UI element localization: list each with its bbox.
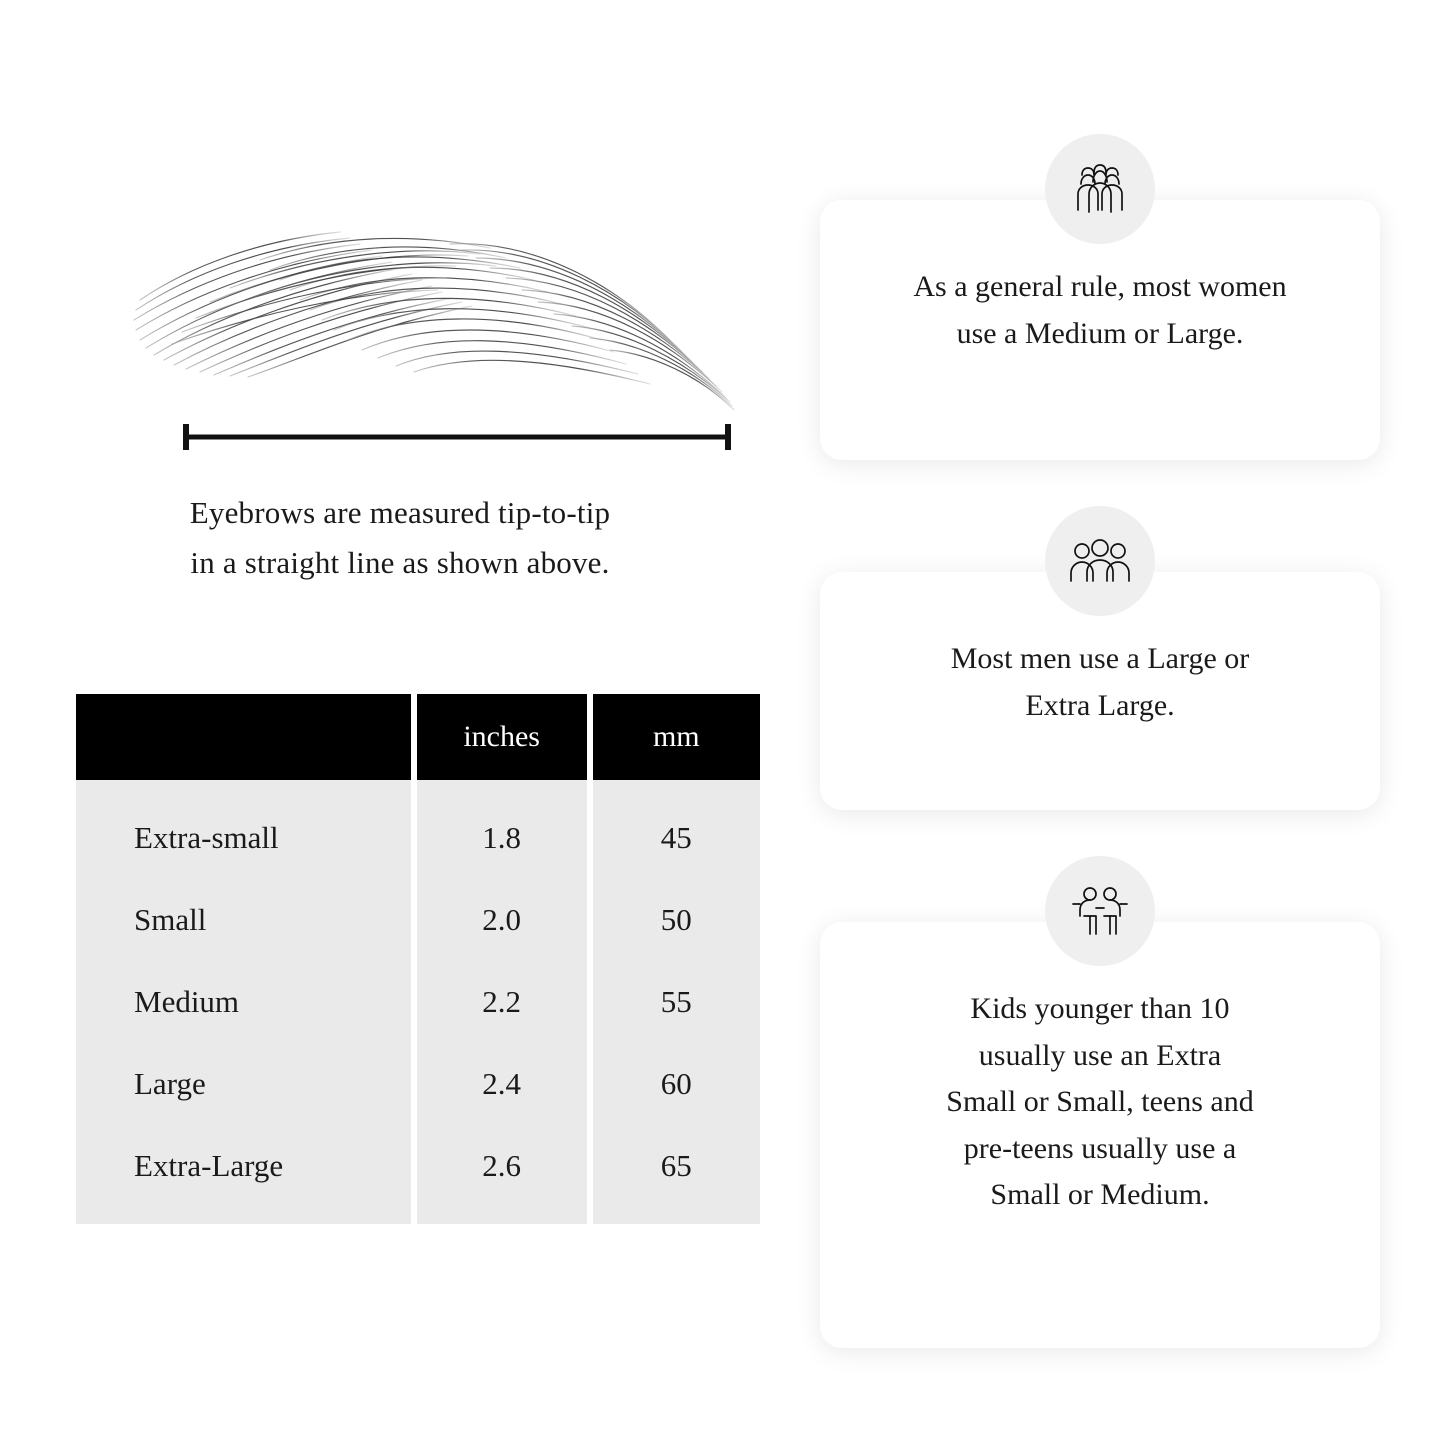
eyebrow-figure: [110, 170, 750, 460]
caption-line-2: in a straight line as shown above.: [190, 544, 610, 580]
cell-mm: 45: [593, 780, 760, 879]
cell-inches: 2.2: [417, 961, 587, 1043]
cell-size: Large: [76, 1043, 411, 1125]
table-row: [76, 1125, 760, 1224]
cell-mm: 50: [593, 879, 760, 961]
cell-inches: 2.0: [417, 879, 587, 961]
note-line-5: Small or Medium.: [990, 1178, 1210, 1211]
cell-mm: 55: [593, 961, 760, 1043]
cell-size: Medium: [76, 961, 411, 1043]
table-row: [76, 961, 760, 1043]
table-header-row: [76, 694, 760, 780]
left-column: [70, 170, 770, 587]
cell-size: Extra-Large: [76, 1125, 411, 1224]
note-text-men: [860, 636, 1340, 729]
table-row: [76, 780, 760, 879]
cell-mm: 60: [593, 1043, 760, 1125]
note-line-1: As a general rule, most women: [913, 270, 1287, 303]
column-header-inches: inches: [417, 694, 587, 780]
note-line-1: Kids younger than 10: [970, 992, 1230, 1025]
kids-group-icon: [1045, 856, 1155, 966]
note-line-2: use a Medium or Large.: [956, 316, 1244, 350]
note-line-1: Most men use a Large or: [950, 642, 1250, 675]
notes-column: [820, 160, 1380, 1348]
eyebrow-illustration: [110, 170, 750, 420]
note-line-3: Small or Small, teens and: [946, 1085, 1254, 1118]
note-line-2: usually use an Extra: [978, 1038, 1222, 1072]
note-card-men: [820, 572, 1380, 810]
figure-caption: [50, 488, 750, 587]
tip-to-tip-measure-bar: [182, 422, 732, 452]
table-row: [76, 879, 760, 961]
note-line-2: Extra Large.: [1025, 688, 1175, 722]
note-card-kids: [820, 922, 1380, 1348]
cell-size: Extra-small: [76, 780, 411, 879]
note-line-4: pre-teens usually use a: [963, 1131, 1237, 1165]
cell-inches: 2.4: [417, 1043, 587, 1125]
column-header-mm: mm: [593, 694, 760, 780]
table-head: [76, 694, 760, 780]
caption-line-1: Eyebrows are measured tip-to-tip: [189, 495, 611, 530]
size-table: [70, 694, 766, 1224]
cell-mm: 65: [593, 1125, 760, 1224]
table-body: [76, 780, 760, 1224]
cell-size: Small: [76, 879, 411, 961]
column-header-size: [76, 694, 411, 780]
table-row: [76, 1043, 760, 1125]
women-group-icon: [1045, 134, 1155, 244]
men-group-icon: [1045, 506, 1155, 616]
note-text-women: [860, 264, 1340, 357]
note-text-kids: [860, 986, 1340, 1219]
cell-inches: 2.6: [417, 1125, 587, 1224]
cell-inches: 1.8: [417, 780, 587, 879]
note-card-women: [820, 200, 1380, 460]
